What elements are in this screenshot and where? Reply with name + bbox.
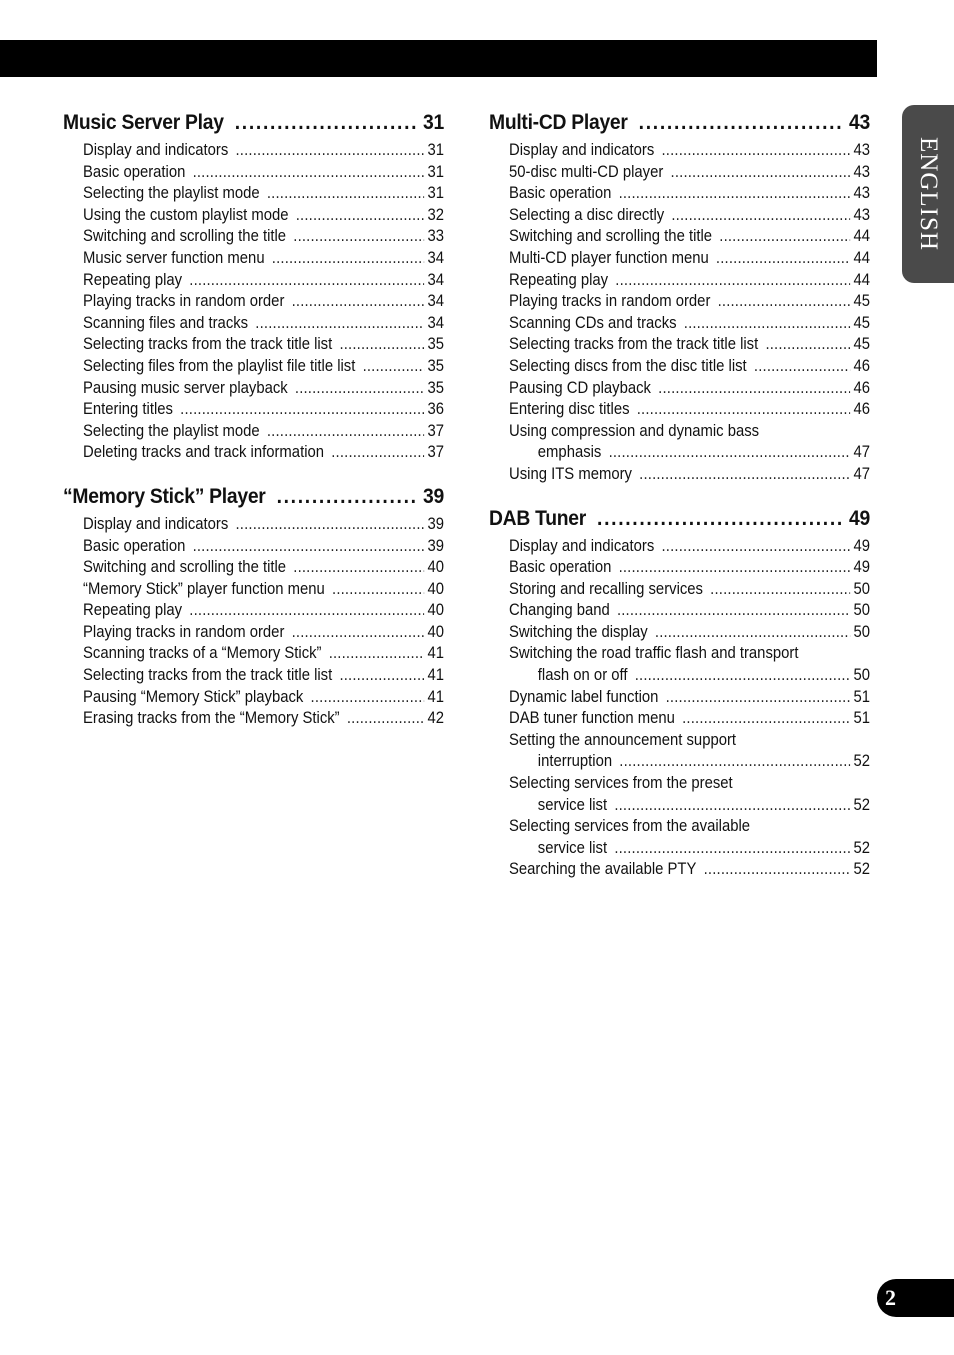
dot-leader (339, 665, 423, 687)
section-heading[interactable] (63, 111, 444, 140)
toc-entry[interactable] (509, 205, 870, 227)
toc-entry[interactable] (509, 162, 870, 184)
dot-leader (193, 536, 424, 558)
dot-leader (277, 485, 418, 509)
entry-page: 46 (853, 378, 870, 397)
entry-title: Switching the display (509, 622, 648, 641)
toc-entry[interactable] (509, 708, 870, 730)
toc-entry[interactable] (509, 313, 870, 335)
entry-page: 45 (853, 335, 870, 354)
entry-title: 50-disc multi-CD player (509, 162, 664, 181)
entry-title: Playing tracks in random order (509, 292, 711, 311)
entry-page: 33 (427, 227, 444, 246)
entry-page: 52 (853, 860, 870, 879)
entry-page: 52 (853, 838, 870, 857)
entry-page: 52 (853, 795, 870, 814)
toc-section (489, 111, 870, 486)
entry-page: 43 (853, 141, 870, 159)
dot-leader (614, 795, 850, 817)
toc-entry[interactable] (509, 399, 870, 421)
toc-section (63, 485, 444, 730)
section-heading[interactable] (489, 111, 870, 140)
entry-page: 40 (427, 601, 444, 620)
dot-leader (295, 378, 424, 400)
entry-page: 34 (427, 248, 444, 267)
dot-leader (719, 226, 850, 248)
entry-page: 40 (427, 622, 444, 641)
entry-title: Display and indicators (509, 141, 655, 159)
dot-leader (704, 859, 850, 881)
toc-entry[interactable] (509, 226, 870, 248)
dot-leader (267, 183, 424, 205)
section-page: 43 (849, 111, 870, 134)
dot-leader (754, 356, 850, 378)
entry-list (63, 514, 444, 730)
dot-leader (235, 111, 418, 135)
entry-title: Pausing “Memory Stick” playback (83, 687, 304, 706)
dot-leader (716, 248, 850, 270)
entry-page: 39 (427, 514, 444, 533)
toc-section (489, 507, 870, 882)
dot-leader (619, 557, 850, 579)
language-tab (902, 105, 954, 283)
entry-page: 43 (853, 162, 870, 181)
dot-leader (658, 378, 850, 400)
entry-title: Repeating play (83, 601, 183, 620)
dot-leader (272, 248, 424, 270)
entry-page: 42 (427, 709, 444, 728)
entry-title: Using the custom playlist mode (83, 205, 289, 224)
dot-leader (718, 291, 850, 313)
entry-title: Repeating play (83, 270, 183, 289)
toc-entry[interactable] (83, 442, 444, 464)
entry-page: 49 (853, 558, 870, 577)
entry-title: Changing band (509, 601, 610, 620)
toc-entry[interactable] (83, 162, 444, 184)
entry-page: 35 (427, 378, 444, 397)
section-title: “Memory Stick” Player (63, 484, 266, 508)
entry-first-line: Switching the road traffic flash and transport (509, 644, 799, 663)
dot-leader (639, 111, 844, 135)
toc-entry[interactable] (509, 579, 870, 601)
entry-title: Switching and scrolling the title (83, 558, 287, 577)
toc-entry[interactable] (83, 356, 444, 378)
dot-leader (671, 205, 849, 227)
dot-leader (682, 708, 850, 730)
dot-leader (293, 557, 424, 579)
toc-entry[interactable] (509, 859, 870, 881)
dot-leader (710, 579, 850, 601)
entry-title: Pausing CD playback (509, 378, 651, 397)
dot-leader (193, 162, 424, 184)
entry-page: 49 (853, 536, 870, 555)
entry-page: 36 (427, 400, 444, 419)
dot-leader (666, 687, 850, 709)
entry-page: 43 (853, 184, 870, 203)
header-bar (0, 40, 877, 77)
section-title: DAB Tuner (489, 506, 586, 530)
entry-title: Storing and recalling services (509, 579, 703, 598)
entry-page: 52 (853, 752, 870, 771)
toc-entry[interactable] (83, 536, 444, 558)
toc-entry[interactable] (83, 291, 444, 313)
dot-leader (311, 687, 424, 709)
dot-leader (655, 622, 850, 644)
toc-entry[interactable] (509, 270, 870, 292)
dot-leader (615, 270, 850, 292)
toc-entry[interactable] (509, 557, 870, 579)
toc-entry[interactable] (509, 248, 870, 270)
entry-page: 31 (427, 141, 444, 159)
entry-first-line: Selecting services from the available (509, 817, 751, 836)
entry-title: Selecting tracks from the track title list (83, 335, 333, 354)
dot-leader (235, 140, 423, 162)
dot-leader (635, 665, 850, 687)
entry-first-line: Using compression and dynamic bass (509, 421, 760, 440)
entry-page: 44 (853, 227, 870, 246)
entry-page: 43 (853, 205, 870, 224)
entry-first-line: Selecting services from the preset (509, 774, 733, 793)
dot-leader (637, 399, 850, 421)
entry-page: 34 (427, 270, 444, 289)
entry-page: 32 (427, 205, 444, 224)
entry-title: Scanning CDs and tracks (509, 313, 677, 332)
entry-title: Playing tracks in random order (83, 292, 285, 311)
toc-entry[interactable] (83, 421, 444, 443)
entry-title: Selecting discs from the disc title list (509, 356, 747, 375)
entry-title: Selecting tracks from the track title list (509, 335, 759, 354)
toc-entry[interactable] (509, 442, 870, 464)
entry-page: 46 (853, 356, 870, 375)
entry-list (63, 140, 444, 464)
dot-leader (661, 140, 849, 162)
dot-leader (235, 514, 423, 536)
toc-entry[interactable] (509, 464, 870, 486)
dot-leader (614, 838, 850, 860)
entry-title: Erasing tracks from the “Memory Stick” (83, 709, 340, 728)
dot-leader (189, 270, 424, 292)
entry-title: Switching and scrolling the title (509, 227, 713, 246)
entry-page: 45 (853, 313, 870, 332)
dot-leader (189, 600, 424, 622)
entry-title: Basic operation (83, 536, 186, 555)
section-title: Multi-CD Player (489, 111, 628, 134)
entry-page: 31 (427, 162, 444, 181)
entry-page: 37 (427, 443, 444, 462)
toc-entry[interactable] (83, 687, 444, 709)
toc-entry[interactable] (509, 536, 870, 558)
entry-page: 51 (853, 687, 870, 706)
entry-title: Searching the available PTY (509, 860, 697, 879)
entry-page: 31 (427, 184, 444, 203)
entry-title: Basic operation (509, 184, 612, 203)
toc-entry[interactable] (83, 140, 444, 162)
entry-title: Deleting tracks and track information (83, 443, 325, 462)
dot-leader (292, 291, 424, 313)
section-heading[interactable] (489, 507, 870, 536)
toc-entry[interactable] (83, 514, 444, 536)
toc-entry[interactable] (83, 600, 444, 622)
entry-title: Scanning tracks of a “Memory Stick” (83, 644, 322, 663)
dot-leader (339, 334, 423, 356)
entry-title: “Memory Stick” player function menu (83, 579, 325, 598)
entry-title: Selecting files from the playlist file title list (83, 356, 356, 375)
entry-page: 41 (427, 666, 444, 685)
dot-leader (684, 313, 850, 335)
toc-entry[interactable] (83, 557, 444, 579)
entry-page: 47 (853, 464, 870, 483)
dot-leader (639, 464, 850, 486)
entry-page: 40 (427, 558, 444, 577)
entry-title: Basic operation (83, 162, 186, 181)
toc-section (63, 111, 444, 464)
entry-page: 50 (853, 666, 870, 685)
toc-entry[interactable] (509, 665, 870, 687)
entry-title: Display and indicators (83, 514, 229, 533)
entry-title: Selecting a disc directly (509, 205, 665, 224)
entry-first-line: Setting the announcement support (509, 730, 737, 749)
entry-page: 34 (427, 313, 444, 332)
entry-title: Playing tracks in random order (83, 622, 285, 641)
entry-title: emphasis (537, 443, 602, 462)
dot-leader (296, 205, 424, 227)
page-number-badge (877, 1279, 954, 1317)
entry-title: Display and indicators (509, 536, 655, 555)
entry-title: service list (537, 838, 608, 857)
dot-leader (347, 708, 424, 730)
dot-leader (619, 751, 850, 773)
toc-entry[interactable] (83, 579, 444, 601)
toc-entry[interactable] (83, 270, 444, 292)
entry-page: 50 (853, 622, 870, 641)
toc-entry[interactable] (83, 378, 444, 400)
toc-entry[interactable] (83, 334, 444, 356)
toc-entry[interactable] (509, 838, 870, 860)
dot-leader (293, 226, 424, 248)
entry-page: 44 (853, 248, 870, 267)
dot-leader (671, 162, 850, 184)
toc-entry[interactable] (83, 313, 444, 335)
dot-leader (329, 643, 424, 665)
dot-leader (180, 399, 424, 421)
entry-title: Music server function menu (83, 248, 265, 267)
entry-title: interruption (537, 752, 613, 771)
toc-entry[interactable] (83, 205, 444, 227)
dot-leader (617, 600, 850, 622)
entry-page: 50 (853, 579, 870, 598)
entry-page: 40 (427, 579, 444, 598)
dot-leader (292, 622, 424, 644)
toc-entry[interactable] (509, 334, 870, 356)
toc-entry[interactable] (509, 622, 870, 644)
entry-list (489, 536, 870, 882)
toc-entry[interactable] (509, 356, 870, 378)
dot-leader (597, 507, 844, 531)
toc-entry[interactable] (509, 751, 870, 773)
entry-page: 46 (853, 400, 870, 419)
entry-page: 50 (853, 601, 870, 620)
toc-entry[interactable] (83, 226, 444, 248)
entry-title: Using ITS memory (509, 464, 632, 483)
entry-title: service list (537, 795, 608, 814)
entry-title: flash on or off (537, 666, 628, 685)
toc-entry[interactable] (83, 183, 444, 205)
page-number: 2 (885, 1285, 896, 1310)
toc-entry[interactable] (83, 708, 444, 730)
entry-page: 41 (427, 687, 444, 706)
dot-leader (765, 334, 849, 356)
toc-entry[interactable] (509, 795, 870, 817)
dot-leader (363, 356, 424, 378)
toc-entry[interactable] (509, 600, 870, 622)
dot-leader (619, 183, 850, 205)
entry-page: 35 (427, 356, 444, 375)
entry-title: DAB tuner function menu (509, 709, 675, 728)
entry-title: Basic operation (509, 558, 612, 577)
entry-title: Selecting tracks from the track title list (83, 666, 333, 685)
toc-entry[interactable] (83, 665, 444, 687)
entry-page: 47 (853, 443, 870, 462)
toc-entry[interactable] (509, 378, 870, 400)
dot-leader (267, 421, 424, 443)
section-heading[interactable] (63, 485, 444, 514)
entry-title: Repeating play (509, 270, 609, 289)
entry-title: Entering disc titles (509, 400, 630, 419)
toc-entry[interactable] (509, 687, 870, 709)
dot-leader (255, 313, 424, 335)
entry-page: 45 (853, 292, 870, 311)
dot-leader (661, 536, 849, 558)
toc-entry[interactable] (509, 140, 870, 162)
toc-entry[interactable] (509, 291, 870, 313)
toc-right-column (489, 111, 870, 902)
dot-leader (331, 442, 424, 464)
dot-leader (609, 442, 850, 464)
toc-entry[interactable] (509, 183, 870, 205)
entry-page: 39 (427, 536, 444, 555)
entry-title: Pausing music server playback (83, 378, 288, 397)
entry-page: 35 (427, 335, 444, 354)
section-page: 49 (849, 506, 870, 530)
entry-title: Display and indicators (83, 141, 229, 159)
toc-entry[interactable] (83, 248, 444, 270)
entry-title: Entering titles (83, 400, 173, 419)
entry-title: Scanning files and tracks (83, 313, 249, 332)
dot-leader (332, 579, 424, 601)
entry-title: Dynamic label function (509, 687, 659, 706)
entry-page: 44 (853, 270, 870, 289)
entry-title: Selecting the playlist mode (83, 184, 260, 203)
language-tab-label: ENGLISH (915, 137, 942, 251)
toc-entry[interactable] (83, 622, 444, 644)
section-page: 39 (423, 484, 444, 508)
entry-page: 37 (427, 421, 444, 440)
toc-left-column (63, 111, 444, 751)
entry-page: 41 (427, 644, 444, 663)
entry-page: 51 (853, 709, 870, 728)
entry-title: Multi-CD player function menu (509, 248, 709, 267)
entry-title: Selecting the playlist mode (83, 421, 260, 440)
entry-page: 34 (427, 292, 444, 311)
entry-list (489, 140, 870, 486)
toc-entry[interactable] (83, 643, 444, 665)
section-title: Music Server Play (63, 111, 224, 134)
entry-title: Switching and scrolling the title (83, 227, 287, 246)
toc-entry[interactable] (83, 399, 444, 421)
section-page: 31 (423, 111, 444, 134)
